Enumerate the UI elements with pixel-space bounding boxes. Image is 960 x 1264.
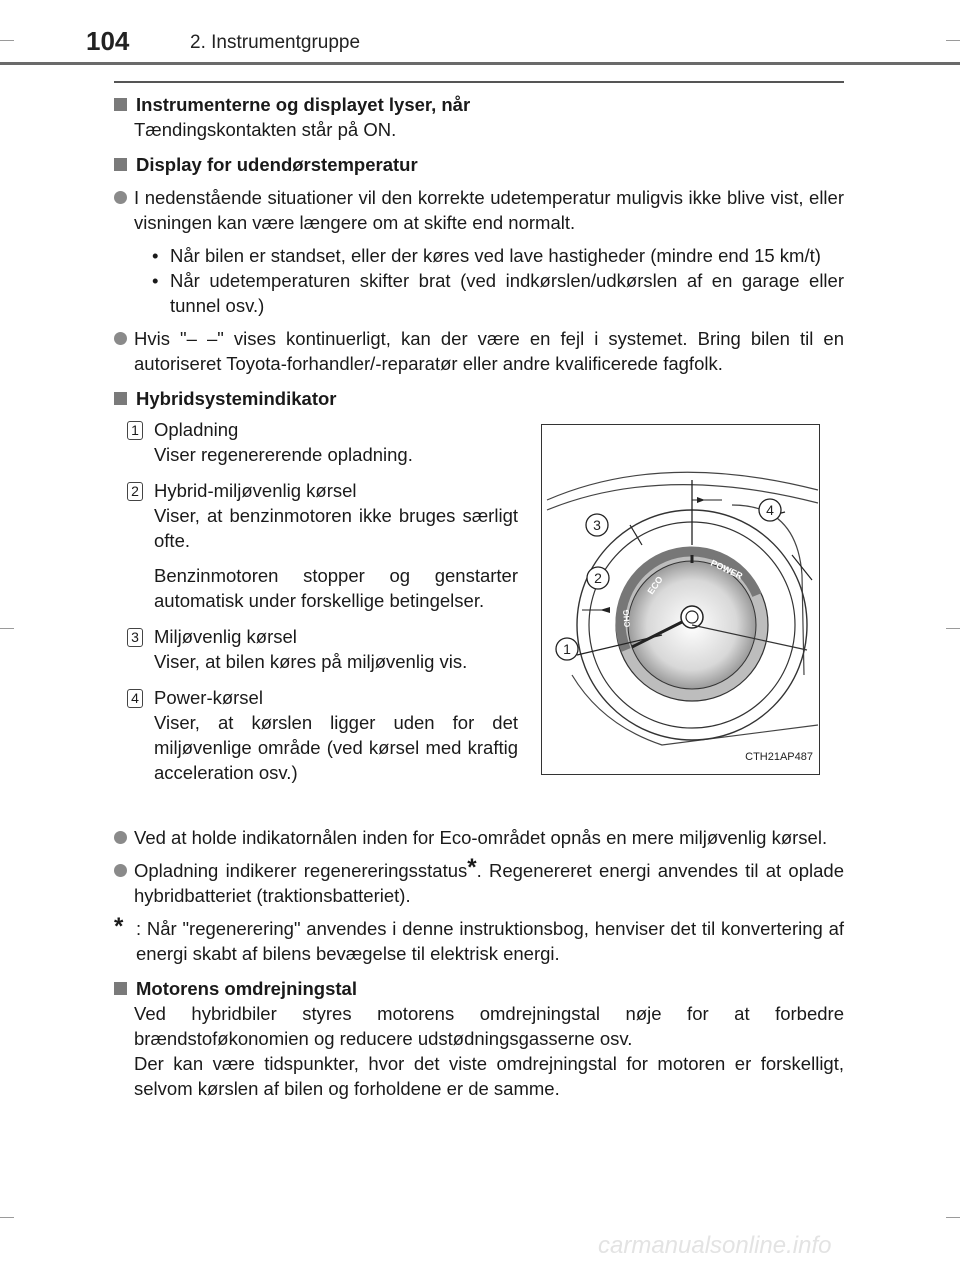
list-item (114, 685, 518, 785)
chg-label: CHG (621, 609, 632, 628)
number-badge: 4 (127, 689, 143, 708)
section-title: Motorens omdrejningstal (114, 976, 844, 1001)
square-bullet-icon (114, 982, 127, 995)
callout-1-label: 1 (563, 641, 571, 657)
section-body: Ved hybridbiler styres motorens omdrejningstal nøje for at forbedre brændstoføkonomien og reducere udstødningsgasserne osv. (134, 1003, 844, 1049)
watermark: carmanualsonline.info (598, 1232, 832, 1259)
callout-2-label: 2 (594, 570, 602, 586)
item-title: Miljøvenlig kørsel (154, 626, 297, 647)
chapter-title: 2. Instrumentgruppe (190, 32, 361, 53)
item-title: Hybrid-miljøvenlig kørsel (154, 480, 357, 501)
square-bullet-icon (114, 98, 127, 111)
section-body: Der kan være tidspunkter, hvor det viste omdrejningstal for motoren er forskelligt, selvom kørslen af bilen og forholdene er de samme. (134, 1053, 844, 1099)
callout-4-label: 4 (766, 502, 774, 518)
number-badge: 3 (127, 628, 143, 647)
bullet-paragraph: Opladning indikerer regenereringsstatus*. Regenereret energi anvendes til at oplade hybridbatteriet (traktionsbatteriet). (114, 858, 844, 908)
needle-hub-inner (686, 611, 698, 623)
eco-label: ECO (645, 574, 665, 597)
arrowhead-icon (600, 607, 610, 613)
page-content (114, 92, 844, 1101)
circle-bullet-icon (114, 332, 127, 345)
item-text: Viser regenererende opladning. (154, 444, 413, 465)
item-text: Viser, at bilen køres på miljøvenlig vis. (154, 651, 468, 672)
callout-3-label: 3 (593, 517, 601, 533)
item-text: Viser, at kørslen ligger uden for det miljøvenlige område (ved kørsel med kraftig acceleration osv.) (154, 712, 518, 783)
section-title: Hybridsystemindikator (114, 386, 844, 411)
list-item (114, 624, 518, 674)
circle-bullet-icon (114, 831, 127, 844)
square-bullet-icon (114, 392, 127, 405)
item-title: Opladning (154, 419, 239, 440)
page-number: 104 (86, 26, 130, 56)
section-temperature (114, 152, 844, 376)
bullet-paragraph: I nedenstående situationer vil den korrekte udetemperatur muligvis ikke blive vist, eller visningen kan være længere om at skifte end normalt. (114, 185, 844, 235)
footnote: * : Når "regenerering" anvendes i denne instruktionsbog, henviser det til konvertering af energi skabt af bilens bevægelse til elektrisk energi. (114, 913, 844, 964)
section-lights (114, 92, 844, 142)
list-item (114, 478, 518, 613)
sub-bullet: • Når bilen er standset, eller der køres ved lave hastigheder (mindre end 15 km/t) (152, 245, 821, 266)
page-header (0, 0, 960, 70)
sub-bullet: • Når udetemperaturen skifter brat (ved indkørslen/udkørslen af en garage eller tunnel osv.) (152, 270, 844, 316)
item-title: Power-kørsel (154, 687, 263, 708)
crop-mark (946, 628, 960, 629)
number-badge: 2 (127, 482, 143, 501)
numbered-list (114, 417, 518, 796)
arrowhead-icon (697, 497, 705, 503)
crop-mark (946, 1217, 960, 1218)
hybrid-indicator-figure (541, 424, 820, 775)
dot-bullet-icon: • (152, 245, 159, 266)
dot-bullet-icon: • (152, 270, 159, 291)
power-label: POWER (709, 557, 745, 582)
list-item (114, 417, 518, 467)
gauge-illustration (542, 425, 819, 774)
circle-bullet-icon (114, 191, 127, 204)
crop-mark (0, 1217, 14, 1218)
section-rpm (114, 976, 844, 1101)
number-badge: 1 (127, 421, 143, 440)
hybrid-indicator-block (114, 417, 844, 817)
bullet-paragraph: Hvis "– –" vises kontinuerligt, kan der være en fejl i systemet. Bring bilen til en autoriseret Toyota-forhandler/-reparatør eller andre kvalificerede fagfolk. (114, 326, 844, 376)
section-rule (114, 81, 844, 83)
section-hybrid (114, 386, 844, 966)
section-title: Display for udendørstemperatur (114, 152, 844, 177)
square-bullet-icon (114, 158, 127, 171)
item-extra: Benzinmotoren stopper og genstarter automatisk under forskellige betingelser. (154, 565, 518, 611)
circle-bullet-icon (114, 864, 127, 877)
item-text: Viser, at benzinmotoren ikke bruges særligt ofte. (154, 505, 518, 551)
crop-mark (0, 628, 14, 629)
asterisk-mark: * (467, 854, 477, 881)
header-rule (0, 62, 960, 65)
bullet-paragraph: Ved at holde indikatornålen inden for Eco-området opnås en mere miljøvenlig kørsel. (114, 825, 844, 850)
figure-code: CTH21AP487 (745, 751, 813, 763)
section-title: Instrumenterne og displayet lyser, når (114, 92, 844, 117)
asterisk-mark: * (114, 913, 124, 940)
section-body: Tændingskontakten står på ON. (134, 119, 397, 140)
